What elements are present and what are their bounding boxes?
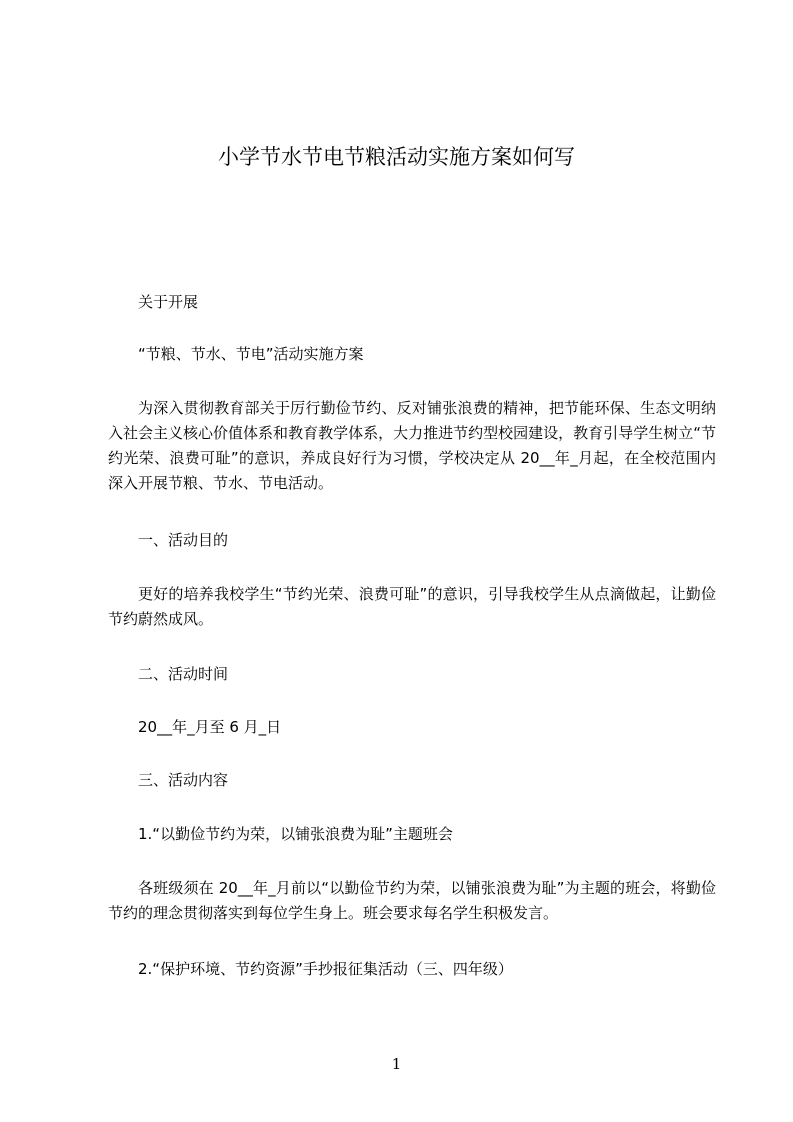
section-heading-purpose: 一、活动目的 (138, 531, 229, 549)
purpose-paragraph: 更好的培养我校学生“节约光荣、浪费可耻”的意识，引导我校学生从点滴做起，让勤俭节约蔚然成风。 (108, 585, 716, 628)
content-item-1-heading: 1.“以勤俭节约为荣，以铺张浪费为耻”主题班会 (138, 825, 453, 843)
document-title: 小学节水节电节粮活动实施方案如何写 (218, 145, 575, 169)
section-heading-content: 三、活动内容 (138, 771, 229, 789)
content-item-2-heading: 2.“保护环境、节约资源”手抄报征集活动（三、四年级） (138, 960, 513, 978)
intro-line-2: “节粮、节水、节电”活动实施方案 (138, 345, 364, 363)
intro-line-1: 关于开展 (138, 293, 199, 311)
content-item-1-paragraph: 各班级须在 20__年_月前以“以勤俭节约为荣，以铺张浪费为耻”为主题的班会，将勤俭节约的理念贯彻落实到每位学生身上。班会要求每名学生积极发言。 (108, 879, 716, 922)
section-heading-time: 二、活动时间 (138, 665, 229, 683)
time-paragraph: 20__年_月至 6 月_日 (138, 718, 282, 736)
intro-paragraph: 为深入贯彻教育部关于厉行勤俭节约、反对铺张浪费的精神，把节能环保、生态文明纳入社会主义核心价值体系和教育教学体系，大力推进节约型校园建设，教育引导学生树立“节约光荣、浪费可耻”的意识，养成良好行为习惯，学校决定从 20__年_月起，在全校范围内深入开展节粮、节水、节电活动。 (108, 399, 716, 492)
page-number: 1 (391, 1055, 402, 1073)
